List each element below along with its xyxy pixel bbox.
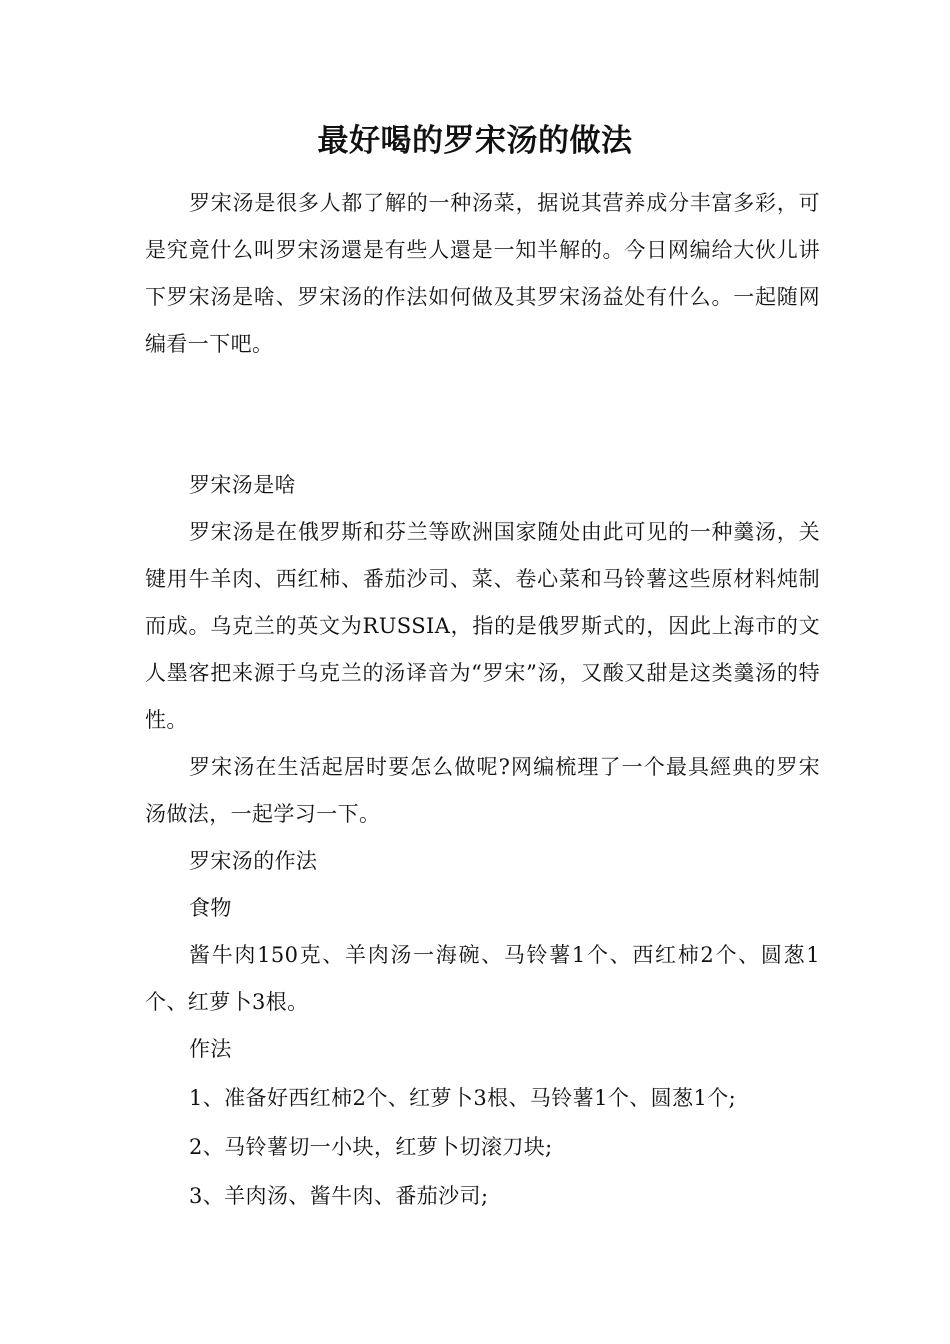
section-heading-what-is: 罗宋汤是啥	[189, 473, 296, 497]
blank-space	[145, 368, 820, 462]
ingredients-paragraph: 酱牛肉150克、羊肉汤一海碗、马铃薯1个、西红柿2个、圆葱1个、红萝卜3根。	[145, 943, 820, 1014]
method-step: 1、准备好西红柿2个、红萝卜3根、马铃薯1个、圆葱1个;	[189, 1086, 737, 1110]
section-heading-method: 罗宋汤的作法	[189, 849, 318, 873]
intro-paragraph: 罗宋汤是很多人都了解的一种汤菜，据说其营养成分丰富多彩，可是究竟什么叫罗宋汤還是有些人還是一知半解的。今日网编给大伙儿讲下罗宋汤是啥、罗宋汤的作法如何做及其罗宋汤益处有什么。一起随网编看一下吧。	[145, 191, 820, 356]
method-step: 3、羊肉汤、酱牛肉、番茄沙司;	[189, 1184, 489, 1208]
method-heading: 作法	[189, 1037, 232, 1061]
ingredients-heading: 食物	[189, 896, 232, 920]
document-title: 最好喝的罗宋汤的做法	[317, 123, 633, 159]
section-body-what-is: 罗宋汤是在俄罗斯和芬兰等欧洲国家随处由此可见的一种羹汤，关键用牛羊肉、西红柿、番茄沙司、菜、卷心菜和马铃薯这些原材料炖制而成。乌克兰的英文为RUSSIA，指的是俄罗斯式的，因此上海市的文人墨客把来源于乌克兰的汤译音为“罗宋”汤，又酸又甜是这类羹汤的特性。	[145, 520, 820, 732]
document-body	[145, 180, 820, 1220]
method-step: 2、马铃薯切一小块，红萝卜切滚刀块;	[189, 1135, 553, 1159]
section-followup-paragraph: 罗宋汤在生活起居时要怎么做呢?网编梳理了一个最具經典的罗宋汤做法，一起学习一下。	[145, 755, 820, 826]
method-steps-list	[145, 1075, 820, 1220]
